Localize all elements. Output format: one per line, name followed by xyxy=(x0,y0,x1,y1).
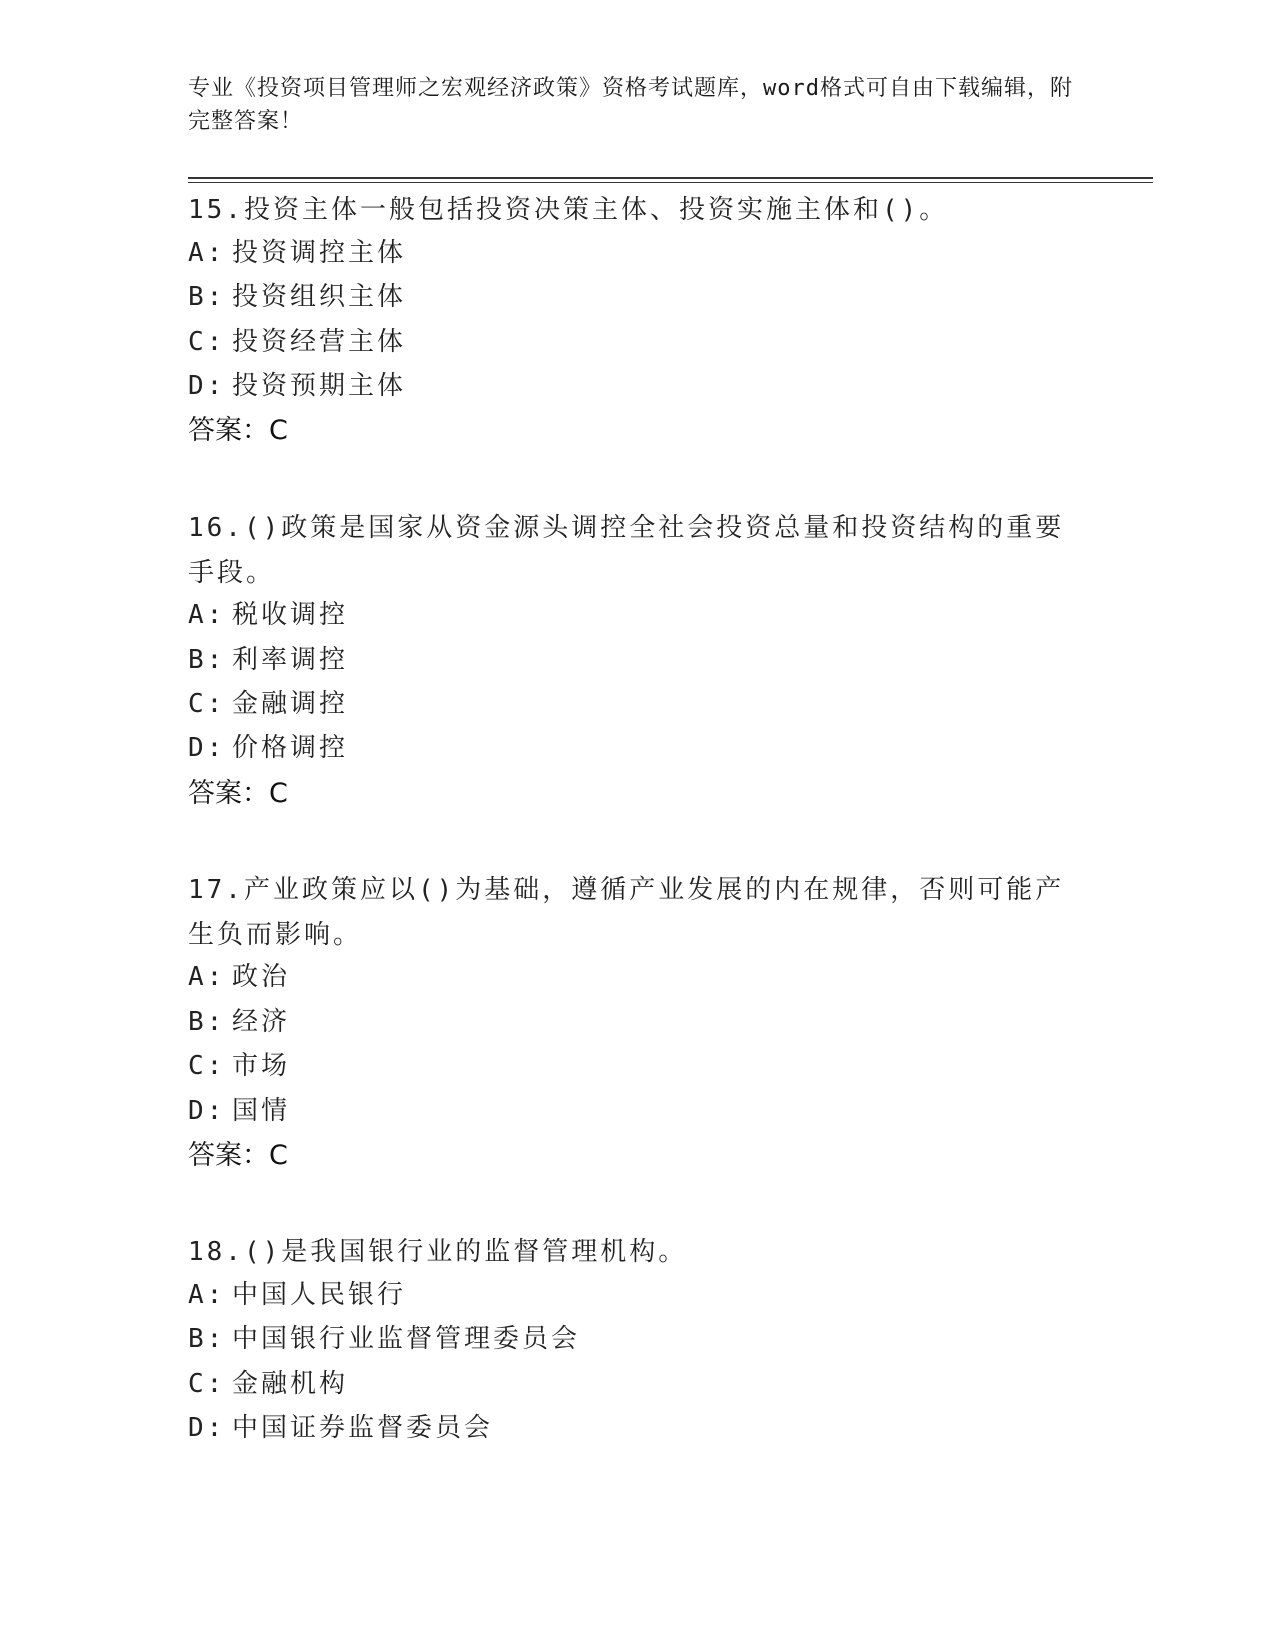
header-divider xyxy=(188,177,1153,179)
question-17-option-d xyxy=(188,1094,290,1128)
option-key: C: xyxy=(188,1051,226,1081)
question-15-option-b xyxy=(188,280,406,314)
option-text: 中国人民银行 xyxy=(232,1280,407,1310)
option-key: C: xyxy=(188,1369,226,1399)
question-16-option-d xyxy=(188,731,348,765)
question-15-option-c xyxy=(188,325,406,359)
question-15-answer: 答案：C xyxy=(188,415,288,446)
question-18-option-b xyxy=(188,1322,580,1356)
option-key: B: xyxy=(188,1007,226,1037)
option-text: 投资调控主体 xyxy=(232,238,407,268)
option-key: A: xyxy=(188,600,226,630)
question-15-option-a xyxy=(188,236,406,270)
option-key: B: xyxy=(188,282,226,312)
option-text: 价格调控 xyxy=(232,733,349,763)
option-key: D: xyxy=(188,371,226,401)
question-16-option-b xyxy=(188,643,348,677)
option-text: 税收调控 xyxy=(232,600,349,630)
option-text: 投资预期主体 xyxy=(232,371,407,401)
question-17-option-c xyxy=(188,1049,290,1083)
option-key: B: xyxy=(188,645,226,675)
option-key: A: xyxy=(188,238,226,268)
document-header: 专业《投资项目管理师之宏观经济政策》资格考试题库，word格式可自由下载编辑，附完整答案！ xyxy=(188,76,1073,134)
option-text: 中国银行业监督管理委员会 xyxy=(232,1324,581,1354)
option-key: A: xyxy=(188,1280,226,1310)
question-15-text: 15.投资主体一般包括投资决策主体、投资实施主体和()。 xyxy=(188,195,949,225)
option-text: 金融机构 xyxy=(232,1369,349,1399)
option-text: 投资经营主体 xyxy=(232,327,407,357)
option-key: D: xyxy=(188,1096,226,1126)
option-text: 市场 xyxy=(232,1051,291,1081)
option-text: 投资组织主体 xyxy=(232,282,407,312)
option-key: D: xyxy=(188,733,226,763)
option-key: B: xyxy=(188,1324,226,1354)
question-18-option-a xyxy=(188,1278,406,1312)
option-key: C: xyxy=(188,689,226,719)
option-text: 政治 xyxy=(232,962,291,992)
option-text: 经济 xyxy=(232,1007,291,1037)
option-text: 中国证券监督委员会 xyxy=(232,1413,494,1443)
question-15-option-d xyxy=(188,369,406,403)
option-key: D: xyxy=(188,1413,226,1443)
question-16-answer: 答案：C xyxy=(188,778,288,809)
option-text: 金融调控 xyxy=(232,689,349,719)
question-18-option-d xyxy=(188,1411,493,1445)
question-18-option-c xyxy=(188,1367,348,1401)
question-17-answer: 答案：C xyxy=(188,1140,288,1171)
question-18-text: 18.()是我国银行业的监督管理机构。 xyxy=(188,1237,688,1267)
option-text: 国情 xyxy=(232,1096,291,1126)
option-key: C: xyxy=(188,327,226,357)
question-16-text: 16.()政策是国家从资金源头调控全社会投资总量和投资结构的重要手段。 xyxy=(188,513,1065,588)
option-text: 利率调控 xyxy=(232,645,349,675)
question-16-option-a xyxy=(188,598,348,632)
question-17-option-b xyxy=(188,1005,290,1039)
question-17-option-a xyxy=(188,960,290,994)
option-key: A: xyxy=(188,962,226,992)
header-divider-thin xyxy=(188,182,1153,183)
question-16-option-c xyxy=(188,687,348,721)
question-17-text: 17.产业政策应以()为基础，遵循产业发展的内在规律，否则可能产生负而影响。 xyxy=(188,875,1065,950)
